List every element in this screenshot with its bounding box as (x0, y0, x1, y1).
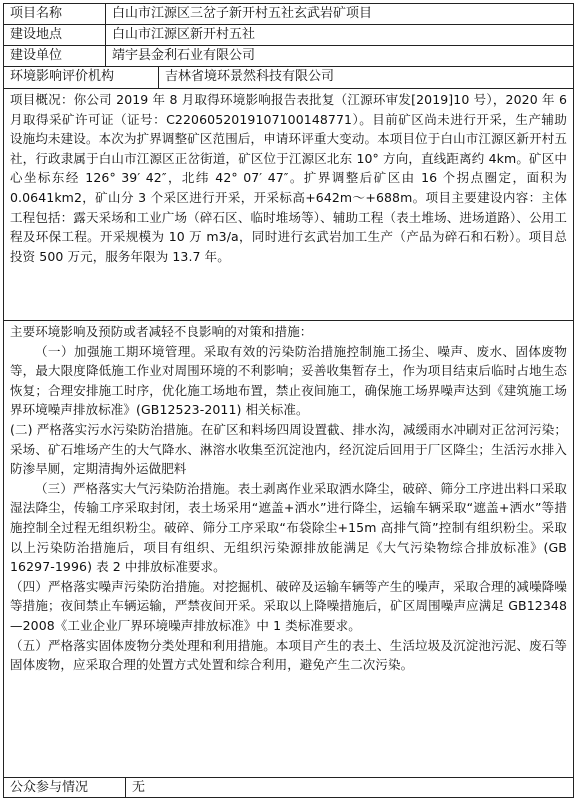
measures-block (4, 321, 573, 675)
unit-label: 建设单位 (4, 46, 106, 66)
row-project-name (4, 4, 573, 25)
project-name-label: 项目名称 (4, 4, 106, 24)
location-value: 白山市江源区新开村五社 (112, 27, 256, 42)
public-participation-label: 公众参与情况 (4, 778, 126, 798)
row-eia-agency (4, 67, 573, 89)
location-label: 建设地点 (4, 25, 106, 45)
measure-item: （一）加强施工期环境管理。采取有效的污染防治措施控制施工扬尘、噪声、废水、固体废物等，最大限度降低施工作业对周围环境的不利影响；妥善收集暂存土，作为项目结束后临时占地生态恢复；合理安排施工时序，优化施工场地布置，禁止夜间施工，确保施工场界噪声达到《建筑施工场界环境噪声排放标准》(GB12523-2011) 相关标准。 (10, 343, 567, 418)
row-overview (4, 89, 573, 321)
public-participation-value: 无 (132, 780, 146, 795)
measure-item: （四）严格落实噪声污染防治措施。对挖掘机、破碎及运输车辆等产生的噪声，采取合理的减噪降噪等措施；夜间禁止车辆运输，严禁夜间开采。采取以上降噪措施后，矿区周围噪声应满足 GB12348—2008《工业企业厂界环境噪声排放标准》中 1 类标准要求。 (10, 578, 567, 633)
eia-agency-label: 环境影响评价机构 (4, 67, 159, 88)
row-location (4, 25, 573, 46)
document-table (3, 3, 574, 798)
project-overview-text: 项目概况：你公司 2019 年 8 月取得环境影响报告表批复（江源环审发[2019]10 号），2020 年 6 月取得采矿许可证（证号：C2206052019107100148771）。目前矿区尚未进行开采，生产辅助设施均未建设。本次为扩界调整矿区范围后，申请环评重大变动。本项目位于白山市江源区新开村五社，行政隶属于白山市江源区正岔街道，矿区位于江源区北东 10° 方向，直线距离约 4km。矿区中心坐标东经 126° 39′ 42″，北纬 42° 07′ 47″。扩界调整后矿区由 16 个拐点圈定，面积为 0.0641km2，矿山分 3 个采区进行开采，开采标高+642m～+688m。项目主要建设内容：主体工程包括：露天采场和工业广场（碎石区、临时堆场等）、辅助工程（表土堆场、进场道路）、公用工程及环保工程。开采规模为 10 万 m3/a，同时进行玄武岩加工生产（产品为碎石和石粉）。项目总投资 500 万元，服务年限为 13.7 年。 (10, 92, 567, 264)
measures-heading: 主要环境影响及预防或者减轻不良影响的对策和措施： (10, 324, 313, 339)
row-public-participation (4, 778, 573, 798)
eia-agency-value: 吉林省境环景然科技有限公司 (165, 69, 335, 84)
project-name-value: 白山市江源区三岔子新开村五社玄武岩矿项目 (112, 6, 373, 21)
measure-item: （五）严格落实固体废物分类处理和利用措施。本项目产生的表土、生活垃圾及沉淀池污泥、废石等固体废物，应采取合理的处置方式处置和综合利用，避免产生二次污染。 (10, 637, 567, 673)
unit-value: 靖宇县金利石业有限公司 (112, 48, 256, 63)
row-unit (4, 46, 573, 67)
measure-item: （三）严格落实大气污染防治措施。表土剥离作业采取洒水降尘，破碎、筛分工序进出料口采取湿法降尘，传输工序采取封闭，表土场采用“遮盖+洒水”进行降尘，运输车辆采取“遮盖+洒水”等措施控制全过程无组织粉尘。破碎、筛分工序采取“布袋除尘+15m 高排气筒”控制有组织粉尘。采取以上污染防治措施后，项目有组织、无组织污染源排放能满足《大气污染物综合排放标准》(GB 16297-1996) 表 2 中排放标准要求。 (10, 480, 567, 575)
measure-item: (二) 严格落实污水污染防治措施。在矿区和料场四周设置截、排水沟，减缓雨水冲刷对正岔河污染；采场、矿石堆场产生的大气降水、淋溶水收集至沉淀池内，经沉淀后回用于厂区降尘；生活污水排入防渗旱厕，定期清掏外运做肥料 (10, 421, 567, 477)
row-measures (4, 321, 573, 778)
